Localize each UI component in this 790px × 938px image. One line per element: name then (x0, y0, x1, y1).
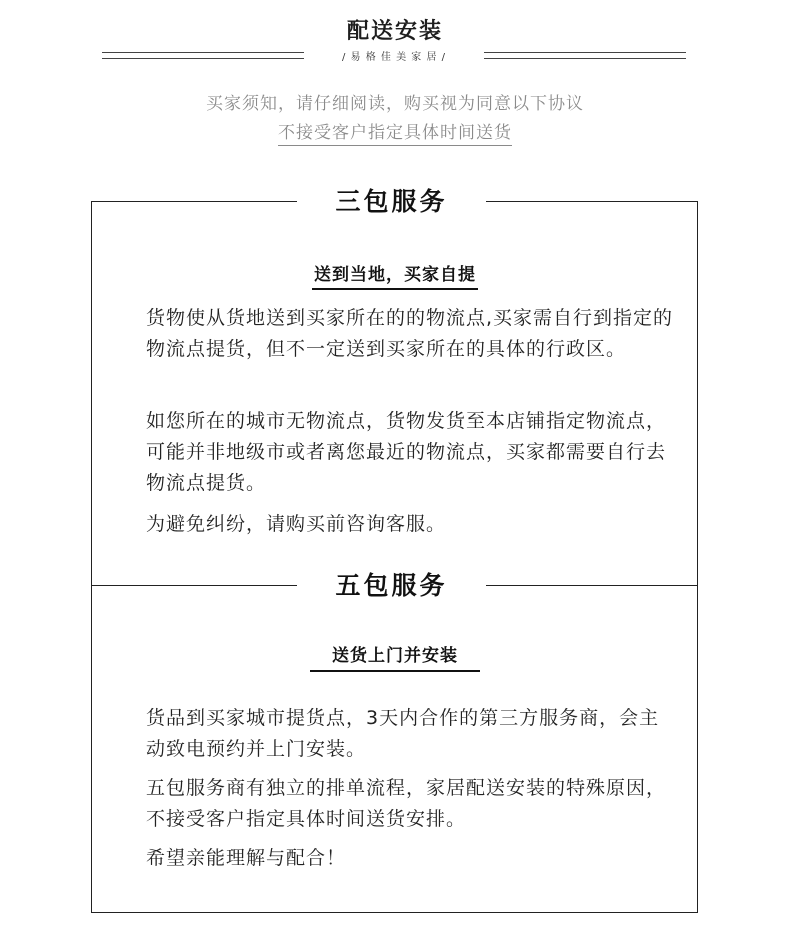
box-top-border-left (91, 201, 297, 202)
title-divider-left (102, 52, 304, 59)
paragraph: 希望亲能理解与配合！ (146, 847, 347, 869)
page-title: 配送安装 (346, 19, 443, 44)
paragraph: 货物使从货地送到买家所在的的物流点,买家需自行到指定的物流点提货，但不一定送到买家所在的具体的行政区。 (146, 307, 674, 360)
section-subtitle-home-install (0, 641, 790, 672)
buyer-notice: 买家须知，请仔细阅读，购买视为同意以下协议 (206, 94, 584, 114)
delivery-notice (0, 118, 790, 143)
section-divider-right (486, 585, 697, 586)
paragraph: 为避免纠纷，请购买前咨询客服。 (146, 513, 447, 535)
section-subtitle-home-install-text: 送货上门并安装 (310, 641, 480, 672)
section-title-three-guarantee: 三包服务 (297, 182, 486, 218)
section-subtitle-self-pickup (0, 260, 790, 290)
paragraph: 五包服务商有独立的排单流程，家居配送安装的特殊原因，不接受客户指定具体时间送货安排。 (146, 777, 667, 830)
section-divider-left (92, 585, 297, 586)
paragraph: 货品到买家城市提货点，3天内合作的第三方服务商，会主动致电预约并上门安装。 (146, 707, 660, 760)
section-title-five-guarantee: 五包服务 (297, 566, 486, 602)
box-top-border-right (486, 201, 697, 202)
title-divider-right (484, 52, 686, 59)
brand-subtitle: / 易 格 佳 美 家 居 / (342, 52, 446, 63)
delivery-notice-text: 不接受客户指定具体时间送货 (278, 123, 512, 146)
section-subtitle-self-pickup-text: 送到当地，买家自提 (312, 260, 478, 290)
paragraph: 如您所在的城市无物流点，货物发货至本店铺指定物流点，可能并非地级市或者离您最近的物流点，买家都需要自行去物流点提货。 (146, 410, 667, 494)
